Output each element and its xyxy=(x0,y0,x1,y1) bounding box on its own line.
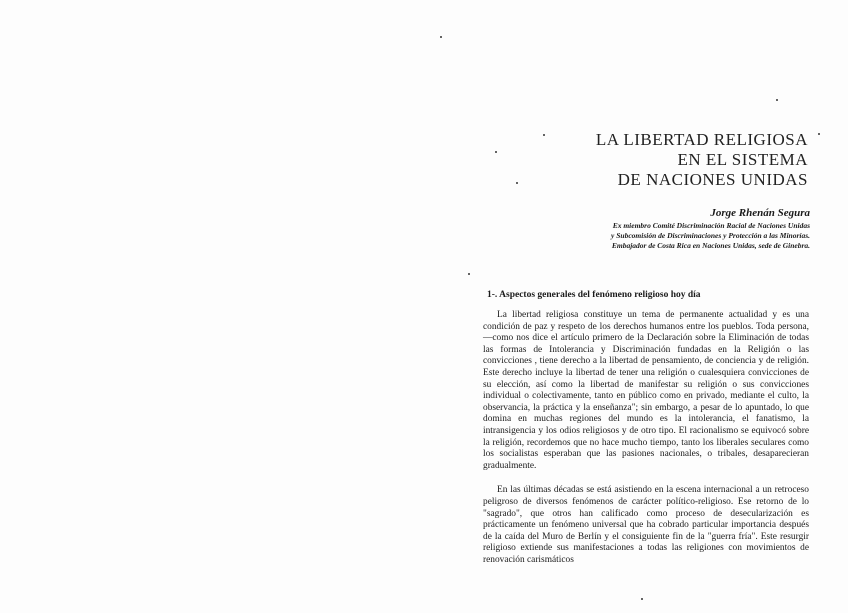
title-line-1: LA LIBERTAD RELIGIOSA xyxy=(595,130,808,149)
author-block xyxy=(611,207,810,251)
author-affiliation-line-1: Ex miembro Comité Discriminación Racial de Naciones Unidas xyxy=(612,221,810,230)
title-line-3: DE NACIONES UNIDAS xyxy=(617,170,808,189)
scan-speck xyxy=(440,36,442,38)
author-affiliation-line-3: Embajador de Costa Rica en Naciones Unidas, sede de Ginebra. xyxy=(611,241,810,250)
scan-speck xyxy=(495,151,497,153)
scan-speck xyxy=(468,273,470,275)
author-affiliation-line-2: y Subcomisión de Discriminaciones y Protección a las Minorías. xyxy=(611,231,810,240)
scan-speck xyxy=(516,182,518,184)
section-heading: 1-. Aspectos generales del fenómeno religioso hoy día xyxy=(487,290,701,300)
title-line-2: EN EL SISTEMA xyxy=(677,150,808,169)
scan-speck xyxy=(818,133,820,135)
paragraph-1: La libertad religiosa constituye un tema de permanente actualidad y es una condición de paz y respeto de los derechos humanos entre los pueblos. Toda persona, —como nos dice el artículo primero de la Declaración sobre la Eliminación de todas las formas de Intolerancia y Discriminación fundadas en la Religión o las convicciones , tiene derecho a la libertad de pensamiento, de conciencia y de religión. Este derecho incluye la libertad de tener una religión o cualesquiera convicciones de su elección, así como la libertad de manifestar su religión o sus convicciones individual o colectivamente, tanto en público como en privado, mediante el culto, la observancia, la práctica y la enseñanza"; sin embargo, a pesar de lo apuntado, lo que domina en muchas regiones del mundo es la intolerancia, el fanatismo, la intransigencia y los odios religiosos y de otro tipo. El racionalismo se equivocó sobre la religión, recordemos que no hace mucho tiempo, tanto los liberales seculares como los socialistas esperaban que las pasiones nacionales, o tribales, desaparecieran gradualmente. xyxy=(483,310,809,471)
scan-speck xyxy=(641,598,643,600)
scan-speck xyxy=(543,134,545,136)
article-title xyxy=(596,130,808,190)
body-text xyxy=(483,310,809,579)
paragraph-2: En las últimas décadas se está asistiendo en la escena internacional a un retroceso peligroso de diversos fenómenos de carácter político-religioso. Ese retorno de lo "sagrado", que otros han calificado como proceso de desecularización es prácticamente un fenómeno universal que ha cobrado particular importancia después de la caída del Muro de Berlín y el consiguiente fin de la "guerra fría". Este resurgir religioso extiende sus manifestaciones a todas las religiones con movimientos de renovación carismáticos xyxy=(483,485,809,565)
author-name: Jorge Rhenán Segura xyxy=(710,207,810,219)
scan-speck xyxy=(776,99,778,101)
